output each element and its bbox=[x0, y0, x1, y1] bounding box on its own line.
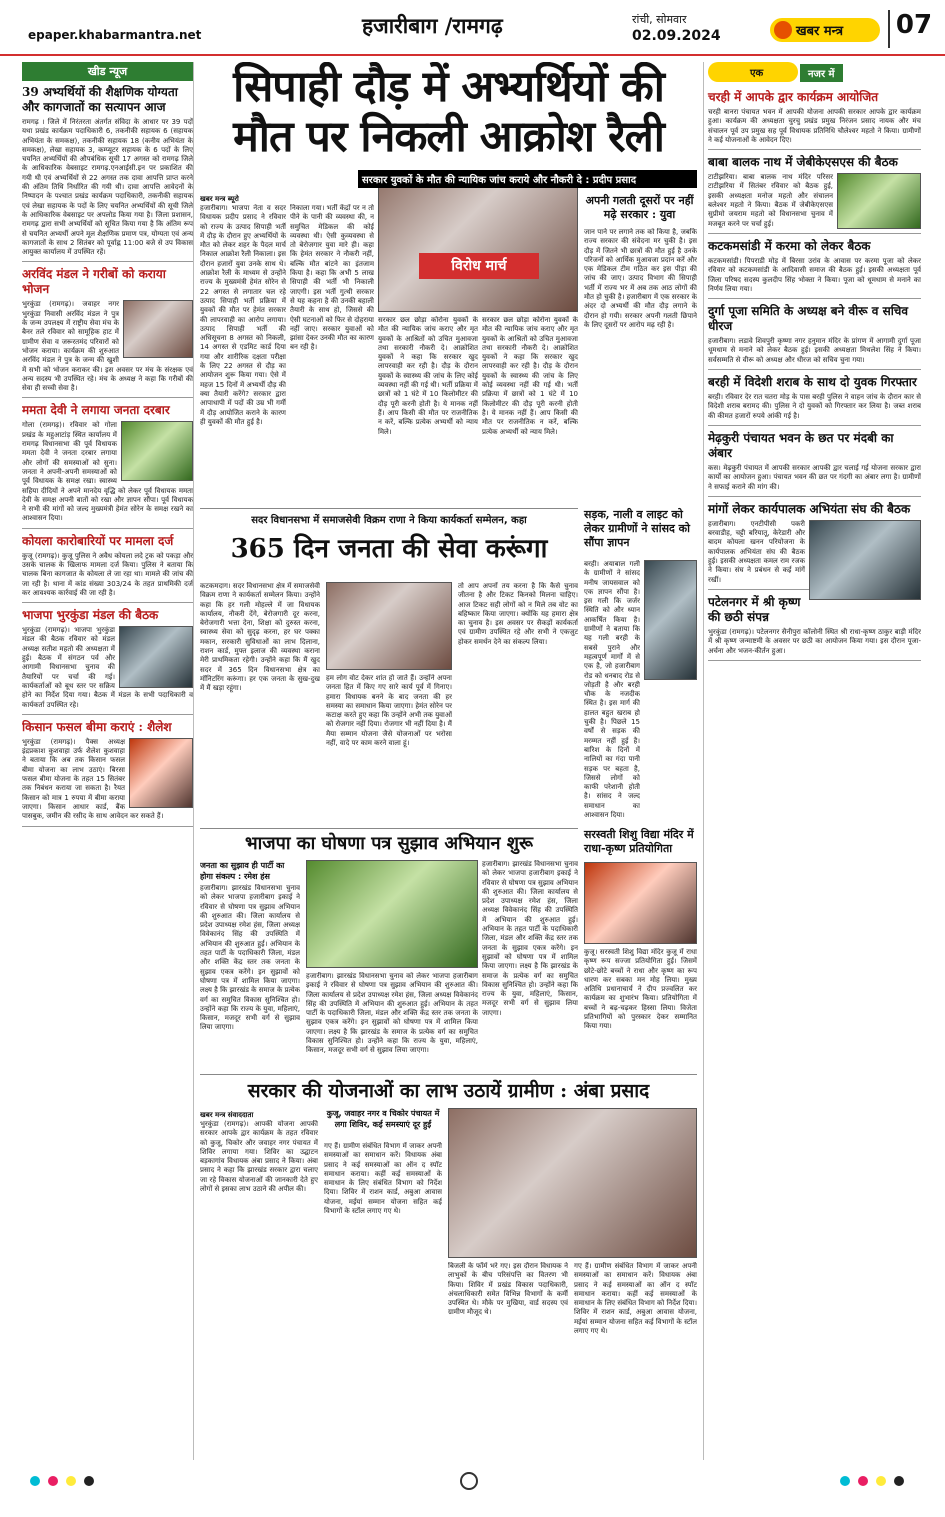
lead-strap: सरकार युवकों के मौत की न्यायिक जांच कराये और नौकरी दे : प्रदीप प्रसाद bbox=[358, 170, 697, 188]
story2-body-a: कटकमदाग। सदर विधानसभा क्षेत्र में समाजसेवी विक्रम राणा ने कार्यकर्ता सम्मेलन किया। उन्होंने कहा कि हर गली मोहल्ले में जा विधायक कार्यालय, नौकरी देंगे, बेरोजगारी दूर करना, बेरोजगारी भत्ता देना, शिक्षा को दुरुस्त करना, स्वास्थ्य सेवा को सुदृढ़ करना, हर घर पक्का मकान, सरकारी सुविधाओं का लाभ दिलाना, राशन कार्ड, मुफ्त इलाज की व्यवस्था कराना मेरी प्राथमिकता रहेगी। उन्होंने कहा कि मैं खुद सदर में 365 दिन विधानसभा क्षेत्र का मॉनिटरिंग करूंगा। हर एक जनता के सुख-दुख में मैं खड़ा रहूंगा। bbox=[200, 582, 320, 693]
cyan-mark bbox=[840, 1476, 850, 1486]
bjp-headline: भाजपा का घोषणा पत्र सुझाव अभियान शुरू bbox=[244, 833, 533, 854]
ambha-body-b: गए हैं। ग्रामीण संबंधित विभाग में जाकर अपनी समस्याओं का समाधान करें। विधायक अंबा प्रसाद ने कई समस्याओं का ऑन द स्पॉट समाधान कराया। कहीं कई समस्याओं के समाधान के लिए संबंधित विभाग को निर्देश दिया। शिविर में राशन कार्ड, अबुआ आवास योजना, मईयां सम्मान योजना सहित कई विभागों के स्टॉल लगाए गए थे। bbox=[324, 1142, 442, 1216]
story-title: 39 अभ्यर्थियों की शैक्षणिक योग्यता और कागजातों का सत्यापन आज bbox=[22, 85, 178, 114]
lead-side-head: अपनी गलती दूसरों पर नहीं मढ़े सरकार : युवा bbox=[585, 194, 694, 221]
tag-label: नजर में bbox=[800, 64, 843, 82]
tag-pill-label: एक bbox=[750, 68, 764, 79]
story-baba bbox=[708, 155, 921, 234]
story-title: मांगों लेकर कार्यपालक अभियंता संघ की बैठक bbox=[708, 501, 911, 516]
brand-logo bbox=[770, 18, 880, 42]
story-title: चरही में आपके द्वार कार्यक्रम आयोजित bbox=[708, 90, 879, 104]
story-body: कुजू (रामगढ़)। कुजू पुलिस ने अवैध कोयला लदे ट्रक को पकड़ा और उसके चालक के खिलाफ मामला दर्ज किया। पुलिस ने बताया कि चालक बिना कागजात के कोयला ले जा रहा था। मामले की जांच की जा रही है। थाना में कांड संख्या 303/24 के तहत प्राथमिकी दर्ज कर आवश्यक कार्रवाई की जा रही है। bbox=[22, 551, 193, 597]
brand-icon bbox=[774, 21, 792, 39]
ambha-kicker: कुजू, जवाहर नगर व चिकोर पंचायत में लगा शिविर, कई समस्याएं दूर हुईं bbox=[326, 1109, 440, 1129]
magenta-mark bbox=[48, 1476, 58, 1486]
bjp-body: हजारीबाग। झारखंड विधानसभा चुनाव को लेकर भाजपा हजारीबाग इकाई ने रविवार से घोषणा पत्र सुझाव अभियान की शुरुआत की। जिला कार्यालय से प्रदेश उपाध्यक्ष रमेश हंस, जिला अध्यक्ष विवेकानंद सिंह की उपस्थिति में अभियान की शुरुआत हुई। अभियान के तहत पार्टी के पदाधिकारी जिला, मंडल और शक्ति केंद्र स्तर तक जनता के सुझाव एकत्र करेंगे। इन सुझावों को घोषणा पत्र में शामिल किया जाएगा। लक्ष्य है कि झारखंड के समाज के प्रत्येक वर्ग का समुचित विकास सुनिश्चित हो। उन्होंने कहा कि राज्य के युवा, महिलाएं, किसान, मजदूर सभी वर्ग से सुझाव लिया जाएगा। bbox=[200, 884, 300, 1032]
site-url[interactable]: epaper.khabarmantra.net bbox=[28, 28, 202, 42]
lead-body-d: जान पाने पर लगाने तक को किया है, जबकि राज्य सरकार की संवेदना मर चुकी है। इस दौड़ में जितने भी छात्रों की मौत हुई है उनके परिजनों को आर्थिक मुआवजा प्रदान करें और एक मेडिकल टीम गठित कर इस पीड़ा की जांच की जाए। उत्पाद विभाग की सिपाही भर्ती में राज्य भर में अब तक आठ लोगों की मौत हो चुकी है। हजारीबाग में एक सरकार के अंदर दो अभ्यर्थी की मौत दौड़ लगाने के दौरान हो गयी। सरकार अपनी गलती छिपाने के लिए दूसरों पर आरोप मढ़ रही है। bbox=[584, 228, 697, 329]
story-engineers bbox=[708, 502, 921, 590]
story-arvind bbox=[22, 267, 193, 398]
lead-photo bbox=[378, 172, 578, 312]
story-krishna bbox=[708, 595, 921, 661]
story-photo bbox=[121, 421, 193, 481]
edition-title: हजारीबाग /रामगढ़ bbox=[362, 13, 503, 38]
lead-body-a: हजारीबाग। भाजपा नेता व सदर विधायक प्रदीप प्रसाद ने रविवार को राज्य के उत्पाद सिपाही भर्ती में दौड़ के दौरान हुए अभ्यर्थियों के मौत को लेकर शहर के पैदल मार्च निकाल आक्रोश रैली निकाला। इस दौरान हजारों युवा उनके साथ थे। आक्रोश रैली के माध्यम से उन्होंने राज्य के मुख्यमंत्री हेमंत सोरेन से 22 अगस्त से लगातार चल रहे उत्पाद सिपाही भर्ती प्रक्रिया में युवकों की मौत पर हेमंत सरकार की लापरवाही का आरोप लगाया। उत्पाद सिपाही भर्ती की अधिसूचना 8 अगस्त को निकली, 14 अगस्त से एडमिट कार्ड दिया गया और शारीरिक दक्षता परीक्षा के लिए 22 अगस्त से दौड़ का आयोजन शुरू किया गया। ऐसे में महज 15 दिनों में अभ्यर्थी दौड़ की क्या तैयारी करेंगे? सरकार द्वारा आपाधापी में पदों की उम्र भी गर्मी में दौड़ आयोजित कराने के कारण ही युवकों की मौत हुई है। bbox=[200, 204, 286, 426]
issue-date: 02.09.2024 bbox=[632, 28, 721, 44]
section-tag: खीड न्यूज bbox=[22, 62, 193, 81]
story-body: टाटीझरिया। बाबा बालक नाथ मंदिर परिसर टाटीझरिया में सितंबर रविवार को बैठक हुई, इसकी अध्यक्षता मनोज महतो और संचालन बलेश्वर महतो ने किया। बैठक में जेबीकेएसएस सुप्रीमो जयराम महतो को विधानसभा चुनाव में मजबूत करने पर चर्चा हुई। bbox=[708, 173, 833, 228]
bjp-story bbox=[200, 828, 578, 855]
lead-body-b: सरकार छल छोड़ा कोरोना युवकों के मौत की न्यायिक जांच कराए और मृत युवकों के आश्रितों को उचित मुआवजा तथा सरकारी नौकरी दे। आक्रोशित युवकों ने कहा कि सरकार खुद लापरवाही कर रही है। दौड़ के दौरान युवकों के स्वास्थ्य की जांच के लिए कोई व्यवस्था नहीं की गई थी। भर्ती प्रक्रिया में छात्रों को 1 घंटे में 10 किलोमीटर की दौड़ पूरी करनी होती है। ये मानक नहीं हैं। आप किसी की मौत पर राजनीतिक न करें, बल्कि प्रत्येक अभ्यर्थी को न्याय मिले। bbox=[378, 316, 478, 436]
story-body: हजारीबाग। एनटीपीसी पकरी बरवाडीह, चट्टी बरियातू, केरेडारी और बादम कोयला खनन परियोजना के कार्यपालक अभियंता संघ की बैठक हुई। इसकी अध्यक्षता कमल राम रजक ने किया। संघ ने प्रबंधन से कई मांगें रखीं। bbox=[708, 519, 805, 584]
magenta-mark bbox=[858, 1476, 868, 1486]
story-title: मेढ़कुरी पंचायत भवन के छत पर मंदबी का अंबार bbox=[708, 430, 894, 460]
story2-body-b: हम लोग वोट देकर शांत हो जाते हैं। उन्होंने अपना जनता हित में किए गए सारे कार्य पूर्व में गिनाए। हमारा विधायक बनने के बाद जनता की हर समस्या का समाधान किया जाएगा। हेमंत सोरेन पर कटाक्ष करते हुए कहा कि उन्होंने अभी तक युवाओं को रोजगार नहीं दिया। रोजगार भी नहीं दिया है। मैं मैया सम्मान योजना जैसे योजनाओं पर भरोसा नहीं, वादे पर काम करने वाला हूं। bbox=[326, 674, 452, 748]
ambha-body-c: बिजली के फॉर्म भरे गए। इस दौरान विधायक ने लाभुकों के बीच परिसंपत्ति का वितरण भी किया। शिविर में प्रखंड विकास पदाधिकारी, अंचलाधिकारी समेत विभिन्न विभागों के कर्मी उपस्थित थे। मौके पर मुखिया, वार्ड सदस्य एवं ग्रामीण मौजूद थे। bbox=[448, 1262, 568, 1317]
bjp-body-2: हजारीबाग। झारखंड विधानसभा चुनाव को लेकर भाजपा हजारीबाग इकाई ने रविवार से घोषणा पत्र सुझाव अभियान की शुरुआत की। जिला कार्यालय से प्रदेश उपाध्यक्ष रमेश हंस, जिला अध्यक्ष विवेकानंद सिंह की उपस्थिति में अभियान की शुरुआत हुई। अभियान के तहत पार्टी के पदाधिकारी जिला, मंडल और शक्ति केंद्र स्तर तक जनता के सुझाव एकत्र करेंगे। इन सुझावों को घोषणा पत्र में शामिल किया जाएगा। लक्ष्य है कि झारखंड के समाज के प्रत्येक वर्ग का समुचित विकास सुनिश्चित हो। उन्होंने कहा कि राज्य के युवा, महिलाएं, किसान, मजदूर सभी वर्ग से सुझाव लिया जाएगा। bbox=[306, 972, 478, 1055]
story-medhkuri bbox=[708, 431, 921, 497]
ambha-body-a: भुरकुंडा (रामगढ़)। आपकी योजना आपकी सरकार आपके द्वार कार्यक्रम के तहत रविवार को कुजू, चिकोर और जवाहर नगर पंचायत में शिविर लगाया गया। शिविर का उद्घाटन बड़कागांव विधायक अंबा प्रसाद ने किया। अंबा प्रसाद ने कहा कि झारखंड सरकार द्वारा चलाए जा रहे विकास योजनाओं की जानकारी देते हुए लोगों से इसका लाभ उठाने की अपील की। bbox=[200, 1120, 318, 1194]
left-column bbox=[22, 62, 194, 1460]
lead-body-a2: निकाला गया। भर्ती केंद्रों पर न तो पीने के पानी की व्यवस्था की, न समुचित मेडिकल की कोई व्यवस्था थी। ऐसी कुव्यवस्था से तो बेरोजगार युवा मारे ही। कहा कि हेमंत सरकार ने नौकरी नहीं, बल्कि मौत बांटने का इंतजाम किया है। कहा कि अभी 5 लाख सिपाही की भर्ती भी निकाली जाएगी। इस भर्ती गुत्थी सरकार से यह कहना है की उनकी बहाली तैयारी के साथ हो, जिससे की ऐसी घटनाओं को फिर से दोहराया नहीं जाए। सरकार युवाओं को झांसा देकर उनकी मौत का कारण बन रही है। bbox=[290, 204, 374, 352]
portrait-photo bbox=[129, 738, 193, 808]
story-title: दुर्गा पूजा समिति के अध्यक्ष बने वीरू व सचिव धीरज bbox=[708, 304, 909, 334]
story-title: कटकमसांडी में करमा को लेकर बैठक bbox=[708, 238, 871, 253]
story-title: अरविंद मंडल ने गरीबों को कराया भोजन bbox=[22, 267, 166, 297]
bjp-subhead: जनता का सुझाव ही पार्टी का होगा संकल्प : रमेश हंस bbox=[200, 861, 285, 881]
story-coal bbox=[22, 534, 193, 603]
ambha-byline: खबर मन्त्र संवाददाता bbox=[200, 1111, 254, 1119]
story-photo bbox=[123, 300, 193, 358]
story-body: कस। मेढ़कुरी पंचायत में आपकी सरकार आपकी द्वार चलाई गई योजना सरकार द्वारा कार्यों का आयोजन हुआ। पंचायत भवन की छत पर गंदगी का अंबार लगा है। ग्रामीणों ने सफाई कराने की मांग की। bbox=[708, 463, 921, 491]
black-mark bbox=[894, 1476, 904, 1486]
story-body: गोला (रामगढ़)। रविवार को गोला प्रखंड के महुआटांड़ स्थित कार्यालय में रामगढ़ विधानसभा की पूर्व विधायक ममता देवी ने जनता दरबार लगाया और लोगों की समस्याओं को सुना। जनता ने अपनी-अपनी समस्याओं को पूर्व विधायक के समक्ष रखा। स्वास्थ्य सहिया दीदियों ने अपने मानदेय वृद्धि को लेकर पूर्व विधायक ममता देवी के समक्ष अपनी बातों को रखा और ज्ञापन सौंपा। पूर्व विधायक ने सभी की मांगों को जल्द मुख्यमंत्री हेमंत सोरेन के समक्ष रखने का आश्वासन दिया। bbox=[22, 421, 193, 523]
road-photo bbox=[644, 560, 697, 680]
story-body: चरही बानरा पंचायत भवन में आपकी योजना आपकी सरकार आपके द्वार कार्यक्रम हुआ। कार्यक्रम की अध्यक्षता चुरचु प्रखंड प्रमुख निरंजन प्रसाद नायक और मंच संचालन पूर्व उप प्रमुख सह पूर्व विधायक प्रतिनिधि चौलेश्वर महतो ने किया। ग्रामीणों ने कई योजनाओं के आवेदन दिए। bbox=[708, 108, 921, 144]
lead-headline: सिपाही दौड़ में अभ्यर्थियों की मौत पर निकली आक्रोश रैली bbox=[233, 62, 664, 162]
tag-pill bbox=[708, 62, 798, 82]
story-body: भुरकुंडा (रामगढ़)। पटेलनगर सैनीपुरा कॉलोनी स्थित श्री राधा-कृष्ण ठाकुर बाड़ी मंदिर में श्री कृष्ण जन्माष्टमी के अवसर पर छठी का आयोजन किया गया। इस दौरान पूजा-अर्चना और भजन-कीर्तन हुआ। bbox=[708, 627, 921, 655]
school-photo bbox=[584, 862, 697, 944]
city-day: रांची, सोमवार bbox=[632, 13, 687, 26]
brand-name: खबर मन्त्र bbox=[796, 24, 844, 39]
ambha-body-d: गए हैं। ग्रामीण संबंधित विभाग में जाकर अपनी समस्याओं का समाधान करें। विधायक अंबा प्रसाद ने कई समस्याओं का ऑन द स्पॉट समाधान कराया। कहीं कई समस्याओं के समाधान के लिए संबंधित विभाग को निर्देश दिया। शिविर में राशन कार्ड, अबुआ आवास योजना, मईयां सम्मान योजना सहित कई विभागों के स्टॉल लगाए गए थे। bbox=[574, 1262, 697, 1336]
story2-photo bbox=[326, 582, 452, 670]
story-title: भाजपा भुरकुंडा मंडल की बैठक bbox=[22, 608, 159, 623]
right-column bbox=[703, 62, 921, 1460]
story2-body-c: तो आप अपनों तय करना है कि कैसे चुनाव जीतना है और टिकट किनको मिलना चाहिए। आज टिकट सही लोगों को न मिले तब वोट का बहिष्कार किया जाएगा। क्योंकि यह हमारा क्षेत्र का चुनाव है। इस अवसर पर सैकड़ों कार्यकर्ता एवं ग्रामीण उपस्थित रहे और सभी ने एकजुट होकर समर्थन देने का संकल्प लिया। bbox=[458, 582, 578, 646]
story-photo bbox=[119, 626, 193, 688]
dateline bbox=[632, 12, 721, 44]
story-title: पटेलनगर में श्री कृष्ण की छठी संपन्न bbox=[708, 594, 801, 624]
center-column bbox=[200, 62, 697, 1460]
story-photo bbox=[837, 173, 921, 229]
road-headline: सड़क, नाली व लाइट को लेकर ग्रामीणों ने सांसद को सौंपा ज्ञापन bbox=[584, 508, 690, 549]
story-body: भुरकुंडा (रामगढ़)। पैक्स अध्यक्ष इंद्रप्रकाश कुशवाहा उर्फ शैलेश कुशवाहा ने बताया कि अब तक किसान फसल बीमा योजना का लाभ उठाएं। बिरसा फसल बीमा योजना के तहत 15 सितंबर तक निबंधन कराया जा सकता है। रैयत किसान को मात्र 1 रुपया में बीमा कराया जाएगा। किसान आधार कार्ड, बैंक पासबुक, जमीन की रसीद के साथ आवेदन कर सकते हैं। bbox=[22, 737, 164, 821]
story-insurance bbox=[22, 720, 193, 827]
yellow-mark bbox=[876, 1476, 886, 1486]
story-title: किसान फसल बीमा कराएं : शैलेश bbox=[22, 719, 172, 734]
ambha-photo bbox=[448, 1108, 697, 1258]
story2 bbox=[200, 508, 578, 564]
story-mamta bbox=[22, 403, 193, 528]
story-durga bbox=[708, 304, 921, 370]
story-body: रामगढ़ । जिले में निरंतरता अंतर्गत संविदा के आधार पर 39 पदों यथा प्रखंड कार्यक्रम पदाधिकारी 6, तकनीकी सहायक 6 (सहायक अभियंता के समकक्ष), तकनीकी सहायक 18 (कनीय अभियंता के समकक्ष), लेखा सहायक 3, कम्प्यूटर सहायक के 6 पदों के लिए चयनित अभ्यर्थियों की औपबंधिक सूची 17 अगस्त को रामगढ़ जिले के आधिकारिक वेबसाइट रामगढ़.एनआईसी.इन पर प्रकाशित की गयी थी एवं अभ्यर्थियों से 22 अगस्त तक दावा आपत्ति प्राप्त करने की अंतिम तिथि निर्धारित की गयी थी। दावा आपत्ति आवेदनों के निष्पादन के पश्चात प्रखंड कार्यक्रम पदाधिकारी, तकनीकी सहायक एवं लेखा सहायक के पदों के लिए चयनित अभ्यर्थियों की सूची जिले के आधिकारिक वेबसाइट पर अपलोड किया गया है। जिला प्रशासन, रामगढ़ द्वारा सभी अभ्यर्थियों को सूचित किया गया है कि अंतिम रूप से चयनित अभ्यर्थी अपने मूल शैक्षणिक प्रमाण पत्र, योग्यता एवं अन्य कागजातों के साथ 2 सितंबर को पूर्वाह्न 11:00 बजे से उप विकास आयुक्त कार्यालय में उपस्थित रहें। bbox=[22, 118, 193, 257]
story-photo bbox=[809, 520, 921, 600]
story2-headline: 365 दिन जनता की सेवा करूंगा bbox=[230, 534, 548, 564]
story-title: बरही में विदेशी शराब के साथ दो युवक गिरफ्तार bbox=[708, 375, 917, 390]
story-karma bbox=[708, 239, 921, 299]
masthead bbox=[0, 0, 945, 56]
story-title: बाबा बालक नाथ में जेबीकेएसएस की बैठक bbox=[708, 155, 898, 170]
page-number: 07 bbox=[888, 10, 938, 48]
section-tag-strip bbox=[708, 62, 921, 84]
story-liquor bbox=[708, 375, 921, 426]
story-verification bbox=[22, 85, 193, 262]
story-title: कोयला कारोबारियों पर मामला दर्ज bbox=[22, 533, 174, 548]
bjp-body-3: हजारीबाग। झारखंड विधानसभा चुनाव को लेकर भाजपा हजारीबाग इकाई ने रविवार से घोषणा पत्र सुझाव अभियान की शुरुआत की। जिला कार्यालय से प्रदेश उपाध्यक्ष रमेश हंस, जिला अध्यक्ष विवेकानंद सिंह की उपस्थिति में अभियान की शुरुआत हुई। अभियान के तहत पार्टी के पदाधिकारी जिला, मंडल और शक्ति केंद्र स्तर तक जनता के सुझाव एकत्र करेंगे। इन सुझावों को घोषणा पत्र में शामिल किया जाएगा। लक्ष्य है कि झारखंड के समाज के प्रत्येक वर्ग का समुचित विकास सुनिश्चित हो। उन्होंने कहा कि राज्य के युवा, महिलाएं, किसान, मजदूर सभी वर्ग से सुझाव लिया जाएगा। bbox=[482, 860, 578, 1017]
cyan-mark bbox=[30, 1476, 40, 1486]
story-bjp-mandal bbox=[22, 608, 193, 715]
story2-kicker: सदर विधानसभा में समाजसेवी विक्रम राणा ने किया कार्यकर्ता सम्मेलन, कहा bbox=[251, 515, 527, 526]
registration-mark bbox=[460, 1472, 478, 1490]
ambha-headline: सरकार की योजनाओं का लाभ उठायें ग्रामीण : अंबा प्रसाद bbox=[247, 1080, 650, 1102]
yellow-mark bbox=[66, 1476, 76, 1486]
school-body: कुजू। सरस्वती शिशु विद्या मंदिर कुजू में राधा कृष्ण रूप सज्जा प्रतियोगिता हुई। जिसमें छोटे-छोटे बच्चों ने राधा और कृष्ण का रूप धारण कर सबका मन मोह लिया। मुख्य अतिथि प्रधानाचार्य ने दीप प्रज्वलित कर कार्यक्रम का शुभारंभ किया। प्रतियोगिता में बच्चों ने बढ़-चढ़कर हिस्सा लिया। विजेता प्रतिभागियों को पुरस्कार देकर सम्मानित किया गया। bbox=[584, 948, 697, 1031]
print-marks bbox=[0, 1470, 945, 1517]
ambha-story bbox=[200, 1074, 697, 1103]
story-body: बरही। रविवार देर रात चतरा मोड़ के पास बरही पुलिस ने वाहन जांच के दौरान कार से विदेशी शराब बरामद की। पुलिस ने दो युवकों को गिरफ्तार कर लिया है। जब्त शराब की कीमत हजारों रुपये आंकी गई है। bbox=[708, 393, 921, 420]
school-headline: सरस्वती शिशु विद्या मंदिर में राधा-कृष्ण प्रतियोगिता bbox=[584, 828, 694, 855]
road-body: बरही। अयाबाल गली के ग्रामीणों ने सांसद मनीष जायसवाल को एक ज्ञापन सौंपा है। इस गली कि जर्जर स्थिति को और ध्यान आकर्षित किया है। ग्रामीणों ने बताया कि यह गली बरही के सबसे पुराने और महत्वपूर्ण मार्गों में से एक है, जो हजारीबाग रोड को धनबाद रोड से जोड़ती है और बरही चौक के नजदीक स्थित है। इस मार्ग की हालत बहुत खराब हो चुकी है। पिछले 15 वर्षों से सड़क की मरम्मत नहीं हुई है। बारिश के दिनों में नालियों का गंदा पानी सड़क पर बहता है, जिससे लोगों को काफी परेशानी होती है। सांसद ने जल्द समाधान का आश्वासन दिया। bbox=[584, 560, 640, 820]
lead-byline: खबर मन्त्र ब्यूरो bbox=[200, 195, 239, 203]
story-body: भुरकुंडा (रामगढ़)। जवाहर नगर भुरकुंडा निवासी अरविंद मंडल ने पुत्र के जन्म उपलक्ष्य में राष्ट्रीय सेवा मंच के बैनर तले रविवार को सामूहिक हाट में ग्रामीण सेवा व जरूरतमंद परिवारों को भोजन कराया। कार्यक्रम की शुरुआत अरविंद मंडल ने पुत्र के जन्म की खुशी में सभी को भोजन कराकर की। इस अवसर पर मंच के संरक्षक एवं अन्य सदस्य भी उपस्थित रहे। मंच के अध्यक्ष ने कहा कि गरीबों की सेवा ही सच्ची सेवा है। bbox=[22, 300, 193, 393]
story-body: कटकमसांडी। पिपराडी मोड़ में बिरसा उरांव के आवास पर करमा पूजा को लेकर रविवार को कटकमसांडी के आदिवासी समाज की बैठक हुई। इसकी अध्यक्षता पूर्व जिला परिषद सदस्य कुलदीप सिंह भोक्ता ने किया। पूजा को धूमधाम से मनाने का निर्णय लिया गया। bbox=[708, 256, 921, 293]
story-title: ममता देवी ने लगाया जनता दरबार bbox=[22, 403, 170, 418]
lead-body-c: सरकार छल छोड़ा कोरोना युवकों के मौत की न्यायिक जांच कराए और मृत युवकों के आश्रितों को उचित मुआवजा तथा सरकारी नौकरी दे। आक्रोशित युवकों ने कहा कि सरकार खुद लापरवाही कर रही है। दौड़ के दौरान युवकों के स्वास्थ्य की जांच के लिए कोई व्यवस्था नहीं की गई थी। भर्ती प्रक्रिया में छात्रों को 1 घंटे में 10 किलोमीटर की दौड़ पूरी करनी होती है। ये मानक नहीं हैं। आप किसी की मौत पर राजनीतिक न करें, बल्कि प्रत्येक अभ्यर्थी को न्याय मिले। bbox=[482, 316, 578, 436]
story-body: हजारीबाग। लडावे शिवपुरी कृष्णा नगर हनुमान मंदिर के प्रांगण में आगामी दुर्गा पूजा धूमधाम से मनाने को लेकर बैठक हुई। इसकी अध्यक्षता मिथलेश सिंह ने किया। सर्वसम्मति से वीरू को अध्यक्ष और धीरज को सचिव चुना गया। bbox=[708, 337, 921, 364]
protest-banner: विरोध मार्च bbox=[419, 253, 539, 279]
black-mark bbox=[84, 1476, 94, 1486]
bjp-photo bbox=[306, 860, 478, 968]
story-body: भुरकुंडा (रामगढ़)। भाजपा भुरकुंडा मंडल की बैठक रविवार को मंडल अध्यक्ष सतीश महतो की अध्यक्षता में हुई। बैठक में संगठन पर्व और आगामी विधानसभा चुनाव की तैयारियों पर चर्चा की गई। कार्यकर्ताओं को बूथ स्तर पर सक्रिय होने का निर्देश दिया गया। बैठक में मंडल के सभी पदाधिकारी व कार्यकर्ता उपस्थित रहे। bbox=[22, 626, 193, 709]
story-charhi bbox=[708, 90, 921, 150]
